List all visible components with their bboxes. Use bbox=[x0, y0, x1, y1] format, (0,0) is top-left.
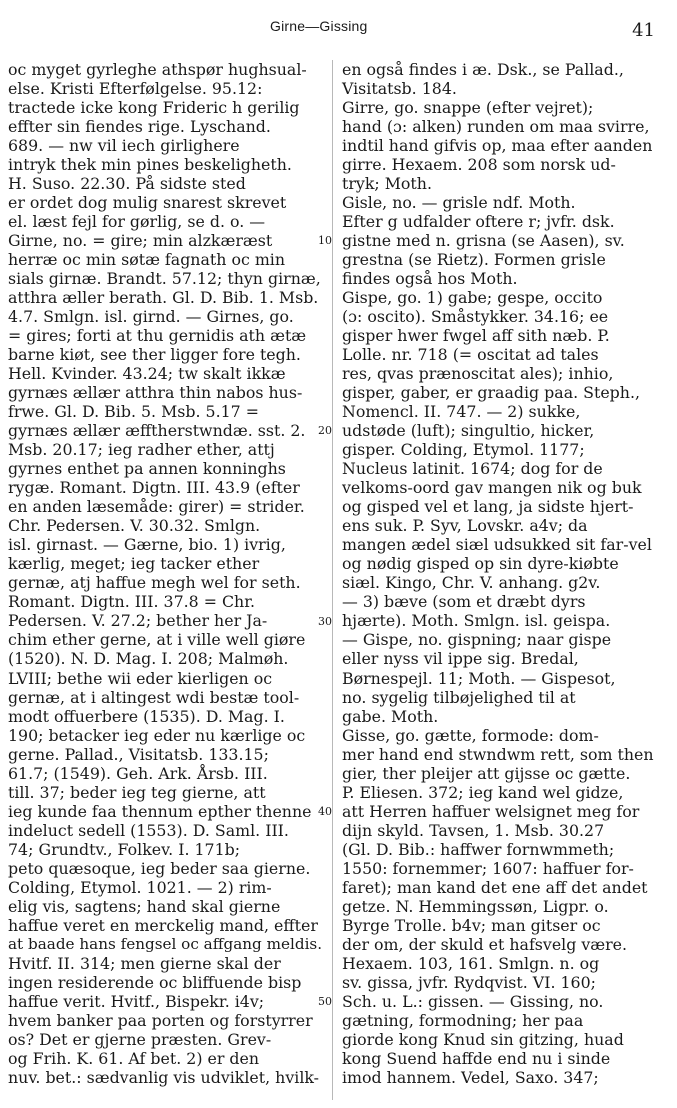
text-line: gisper, gaber, er graadig paa. Steph., bbox=[342, 383, 640, 403]
text-line: chim ether gerne, at i ville well giøre bbox=[8, 630, 306, 650]
text-line: og nødig gisped op sin dyre-kiøbte bbox=[342, 554, 619, 574]
text-line: Colding, Etymol. 1021. — 2) rim- bbox=[8, 877, 272, 897]
text-line: 4.7. Smlgn. isl. girnd. — Girnes, go. bbox=[8, 307, 294, 327]
text-line: (Gl. D. Bib.: haffwer fornwmmeth; bbox=[342, 839, 615, 859]
text-line: Gispe, go. 1) gabe; gespe, occito bbox=[342, 288, 603, 308]
text-line: oc myget gyrleghe athspør hughsual- bbox=[8, 60, 307, 79]
page-header bbox=[0, 8, 677, 48]
text-line: gernæ, at i altingest wdi bestæ tool- bbox=[8, 687, 300, 707]
text-line: grestna (se Rietz). Formen grisle bbox=[342, 250, 606, 270]
text-line: faret); man kand det ene aff det andet bbox=[342, 877, 648, 897]
text-line: — 3) bæve (som et dræbt dyrs bbox=[342, 592, 586, 612]
line-number: 40 bbox=[318, 804, 332, 818]
text-line: hvem banker paa porten og forstyrrer bbox=[8, 1010, 313, 1030]
text-line: eller nyss vil ippe sig. Bredal, bbox=[342, 649, 579, 669]
text-line: gabe. Moth. bbox=[342, 706, 439, 726]
text-line: imod hannem. Vedel, Saxo. 347; bbox=[342, 1067, 599, 1087]
right-column bbox=[342, 60, 662, 1087]
text-line: sials girnæ. Brandt. 57.12; thyn girnæ, bbox=[8, 269, 321, 289]
text-line: tractede icke kong Frideric h gerilig bbox=[8, 98, 300, 118]
text-line: Gisle, no. — grisle ndf. Moth. bbox=[342, 193, 576, 213]
text-line: Chr. Pedersen. V. 30.32. Smlgn. bbox=[8, 516, 261, 536]
text-line: frwe. Gl. D. Bib. 5. Msb. 5.17 = bbox=[8, 402, 259, 422]
text-line: en anden læsemåde: girer) = strider. bbox=[8, 497, 305, 517]
text-line: Gisse, go. gætte, formode: dom- bbox=[342, 725, 599, 745]
text-line: mangen ædel siæl udsukked sit far-vel bbox=[342, 535, 652, 555]
text-line: 1550: fornemmer; 1607: haffuer for- bbox=[342, 858, 634, 878]
text-line: mer hand end stwndwm rett, som then bbox=[342, 744, 654, 764]
text-line: getze. N. Hemmingssøn, Ligpr. o. bbox=[342, 896, 609, 916]
text-line: siæl. Kingo, Chr. V. anhang. g2v. bbox=[342, 573, 601, 593]
text-line: Girne, no. = gire; min alzkæræst bbox=[8, 231, 273, 251]
text-line: peto quæsoque, ieg beder saa gierne. bbox=[8, 858, 311, 878]
text-line: at baade hans fengsel oc affgang meldis. bbox=[8, 934, 323, 953]
text-line: hjærte). Moth. Smlgn. isl. geispa. bbox=[342, 611, 611, 631]
text-line: Lolle. nr. 718 (= oscitat ad tales bbox=[342, 345, 599, 365]
text-line: atthra æller berath. Gl. D. Bib. 1. Msb. bbox=[8, 288, 319, 308]
text-line: till. 37; beder ieg teg gierne, att bbox=[8, 782, 266, 802]
text-line: nuv. bet.: sædvanlig vis udviklet, hvilk- bbox=[8, 1067, 320, 1087]
text-line: gætning, formodning; her paa bbox=[342, 1010, 584, 1030]
text-line: barne kiøt, see ther ligger fore tegh. bbox=[8, 345, 301, 365]
text-line: = gires; forti at thu gernidis ath ætæ bbox=[8, 326, 307, 346]
text-line: (ɔ: oscito). Småstykker. 34.16; ee bbox=[342, 307, 609, 327]
text-line: Hell. Kvinder. 43.24; tw skalt ikkæ bbox=[8, 364, 286, 384]
text-line: Romant. Digtn. III. 37.8 = Chr. bbox=[8, 592, 256, 612]
text-line: herræ oc min søtæ fagnath oc min bbox=[8, 250, 286, 270]
text-line: giorde kong Knud sin gitzing, huad bbox=[342, 1029, 624, 1049]
text-line: Efter g udfalder oftere r; jvfr. dsk. bbox=[342, 212, 615, 232]
text-line: H. Suso. 22.30. På sidste sted bbox=[8, 174, 246, 194]
text-line: gier, ther pleijer att gijsse oc gætte. bbox=[342, 763, 631, 783]
text-line: haffue veret en merckelig mand, effter bbox=[8, 915, 318, 935]
text-line: en også findes i æ. Dsk., se Pallad., bbox=[342, 60, 624, 79]
text-line: el. læst fejl for gørlig, se d. o. — bbox=[8, 212, 266, 232]
text-line: findes også hos Moth. bbox=[342, 269, 518, 289]
text-line: ingen residerende oc bliffuende bisp bbox=[8, 972, 302, 992]
text-line: haffue verit. Hvitf., Bispekr. i4v; bbox=[8, 991, 265, 1011]
text-line: girre. Hexaem. 208 som norsk ud- bbox=[342, 155, 616, 175]
text-line: ieg kunde faa thennum epther thenne bbox=[8, 801, 312, 821]
text-line: gisper. Colding, Etymol. 1177; bbox=[342, 440, 585, 460]
text-line: Girre, go. snappe (efter vejret); bbox=[342, 98, 594, 118]
line-number: 20 bbox=[318, 424, 332, 438]
text-line: gisper hwer fwgel aff sith næb. P. bbox=[342, 326, 610, 346]
text-line: tryk; Moth. bbox=[342, 174, 432, 194]
text-line: 689. — nw vil iech girlighere bbox=[8, 136, 240, 156]
text-line: Hvitf. II. 314; men gierne skal der bbox=[8, 953, 281, 973]
text-line: 74; Grundtv., Folkev. I. 171b; bbox=[8, 839, 241, 859]
text-line: — Gispe, no. gispning; naar gispe bbox=[342, 630, 612, 650]
text-line: P. Eliesen. 372; ieg kand wel gidze, bbox=[342, 782, 624, 802]
text-line: effter sin fiendes rige. Lyschand. bbox=[8, 117, 271, 137]
text-line: 61.7; (1549). Geh. Ark. Årsb. III. bbox=[8, 763, 268, 783]
text-line: no. sygelig tilbøjelighed til at bbox=[342, 687, 576, 707]
text-line: res, qvas prænoscitat ales); inhio, bbox=[342, 364, 614, 384]
text-line: hand (ɔ: alken) runden om maa svirre, bbox=[342, 117, 650, 137]
text-line: udstøde (luft); singultio, hicker, bbox=[342, 421, 595, 441]
text-line: os? Det er gjerne præsten. Grev- bbox=[8, 1029, 272, 1049]
text-line: velkoms-oord gav mangen nik og buk bbox=[342, 478, 642, 498]
text-line: Msb. 20.17; ieg radher ether, attj bbox=[8, 440, 275, 460]
text-line: modt offuerbere (1535). D. Mag. I. bbox=[8, 706, 285, 726]
text-line: er ordet dog mulig snarest skrevet bbox=[8, 193, 287, 213]
text-line: Nomencl. II. 747. — 2) sukke, bbox=[342, 402, 581, 422]
page-number: 41 bbox=[632, 20, 655, 41]
text-line: dijn skyld. Tavsen, 1. Msb. 30.27 bbox=[342, 820, 605, 840]
text-line: der om, der skuld et hafsvelg være. bbox=[342, 934, 628, 954]
text-line: gyrnes enthet pa annen konninghs bbox=[8, 459, 286, 479]
text-line: Sch. u. L.: gissen. — Gissing, no. bbox=[342, 991, 604, 1011]
text-line: gyrnæs ællær æfftherstwndæ. sst. 2. bbox=[8, 421, 306, 441]
text-line: Børnespejl. 11; Moth. — Gispesot, bbox=[342, 668, 616, 688]
text-line: LVIII; bethe wii eder kierligen oc bbox=[8, 668, 273, 688]
text-line: intryk thek min pines beskeligheth. bbox=[8, 155, 292, 175]
text-line: indtil hand gifvis op, maa efter aanden bbox=[342, 136, 653, 156]
text-line: elig vis, sagtens; hand skal gierne bbox=[8, 896, 281, 916]
left-column bbox=[8, 60, 324, 1087]
text-line: Visitatsb. 184. bbox=[342, 79, 457, 99]
text-line: sv. gissa, jvfr. Rydqvist. VI. 160; bbox=[342, 972, 596, 992]
text-line: Hexaem. 103, 161. Smlgn. n. og bbox=[342, 953, 600, 973]
text-line: rygæ. Romant. Digtn. III. 43.9 (efter bbox=[8, 478, 300, 498]
text-line: gistne med n. grisna (se Aasen), sv. bbox=[342, 231, 625, 251]
running-title: Girne—Gissing bbox=[270, 18, 368, 34]
line-number: 10 bbox=[318, 234, 332, 248]
line-number: 50 bbox=[318, 994, 332, 1008]
text-line: 190; betacker ieg eder nu kærlige oc bbox=[8, 725, 306, 745]
text-line: indeluct sedell (1553). D. Saml. III. bbox=[8, 820, 289, 840]
text-line: og Frih. K. 61. Af bet. 2) er den bbox=[8, 1048, 260, 1068]
text-line: (1520). N. D. Mag. I. 208; Malmøh. bbox=[8, 649, 289, 669]
text-line: gernæ, atj haffue megh wel for seth. bbox=[8, 573, 301, 593]
text-line: og gisped vel et lang, ja sidste hjert- bbox=[342, 497, 634, 517]
text-line: gerne. Pallad., Visitatsb. 133.15; bbox=[8, 744, 269, 764]
column-divider bbox=[332, 60, 333, 1100]
text-line: Byrge Trolle. b4v; man gitser oc bbox=[342, 915, 601, 935]
line-number: 30 bbox=[318, 614, 332, 628]
text-line: else. Kristi Efterfølgelse. 95.12: bbox=[8, 79, 263, 99]
text-line: att Herren haffuer welsignet meg for bbox=[342, 801, 640, 821]
text-line: gyrnæs ællær atthra thin nabos hus- bbox=[8, 383, 303, 403]
text-line: kærlig, meget; ieg tacker ether bbox=[8, 554, 260, 574]
text-line: isl. girnast. — Gærne, bio. 1) ivrig, bbox=[8, 535, 286, 555]
text-line: ens suk. P. Syv, Lovskr. a4v; da bbox=[342, 516, 588, 536]
text-line: Pedersen. V. 27.2; bether her Ja- bbox=[8, 611, 268, 631]
text-line: kong Suend haffde end nu i sinde bbox=[342, 1048, 611, 1068]
text-line: Nucleus latinit. 1674; dog for de bbox=[342, 459, 603, 479]
